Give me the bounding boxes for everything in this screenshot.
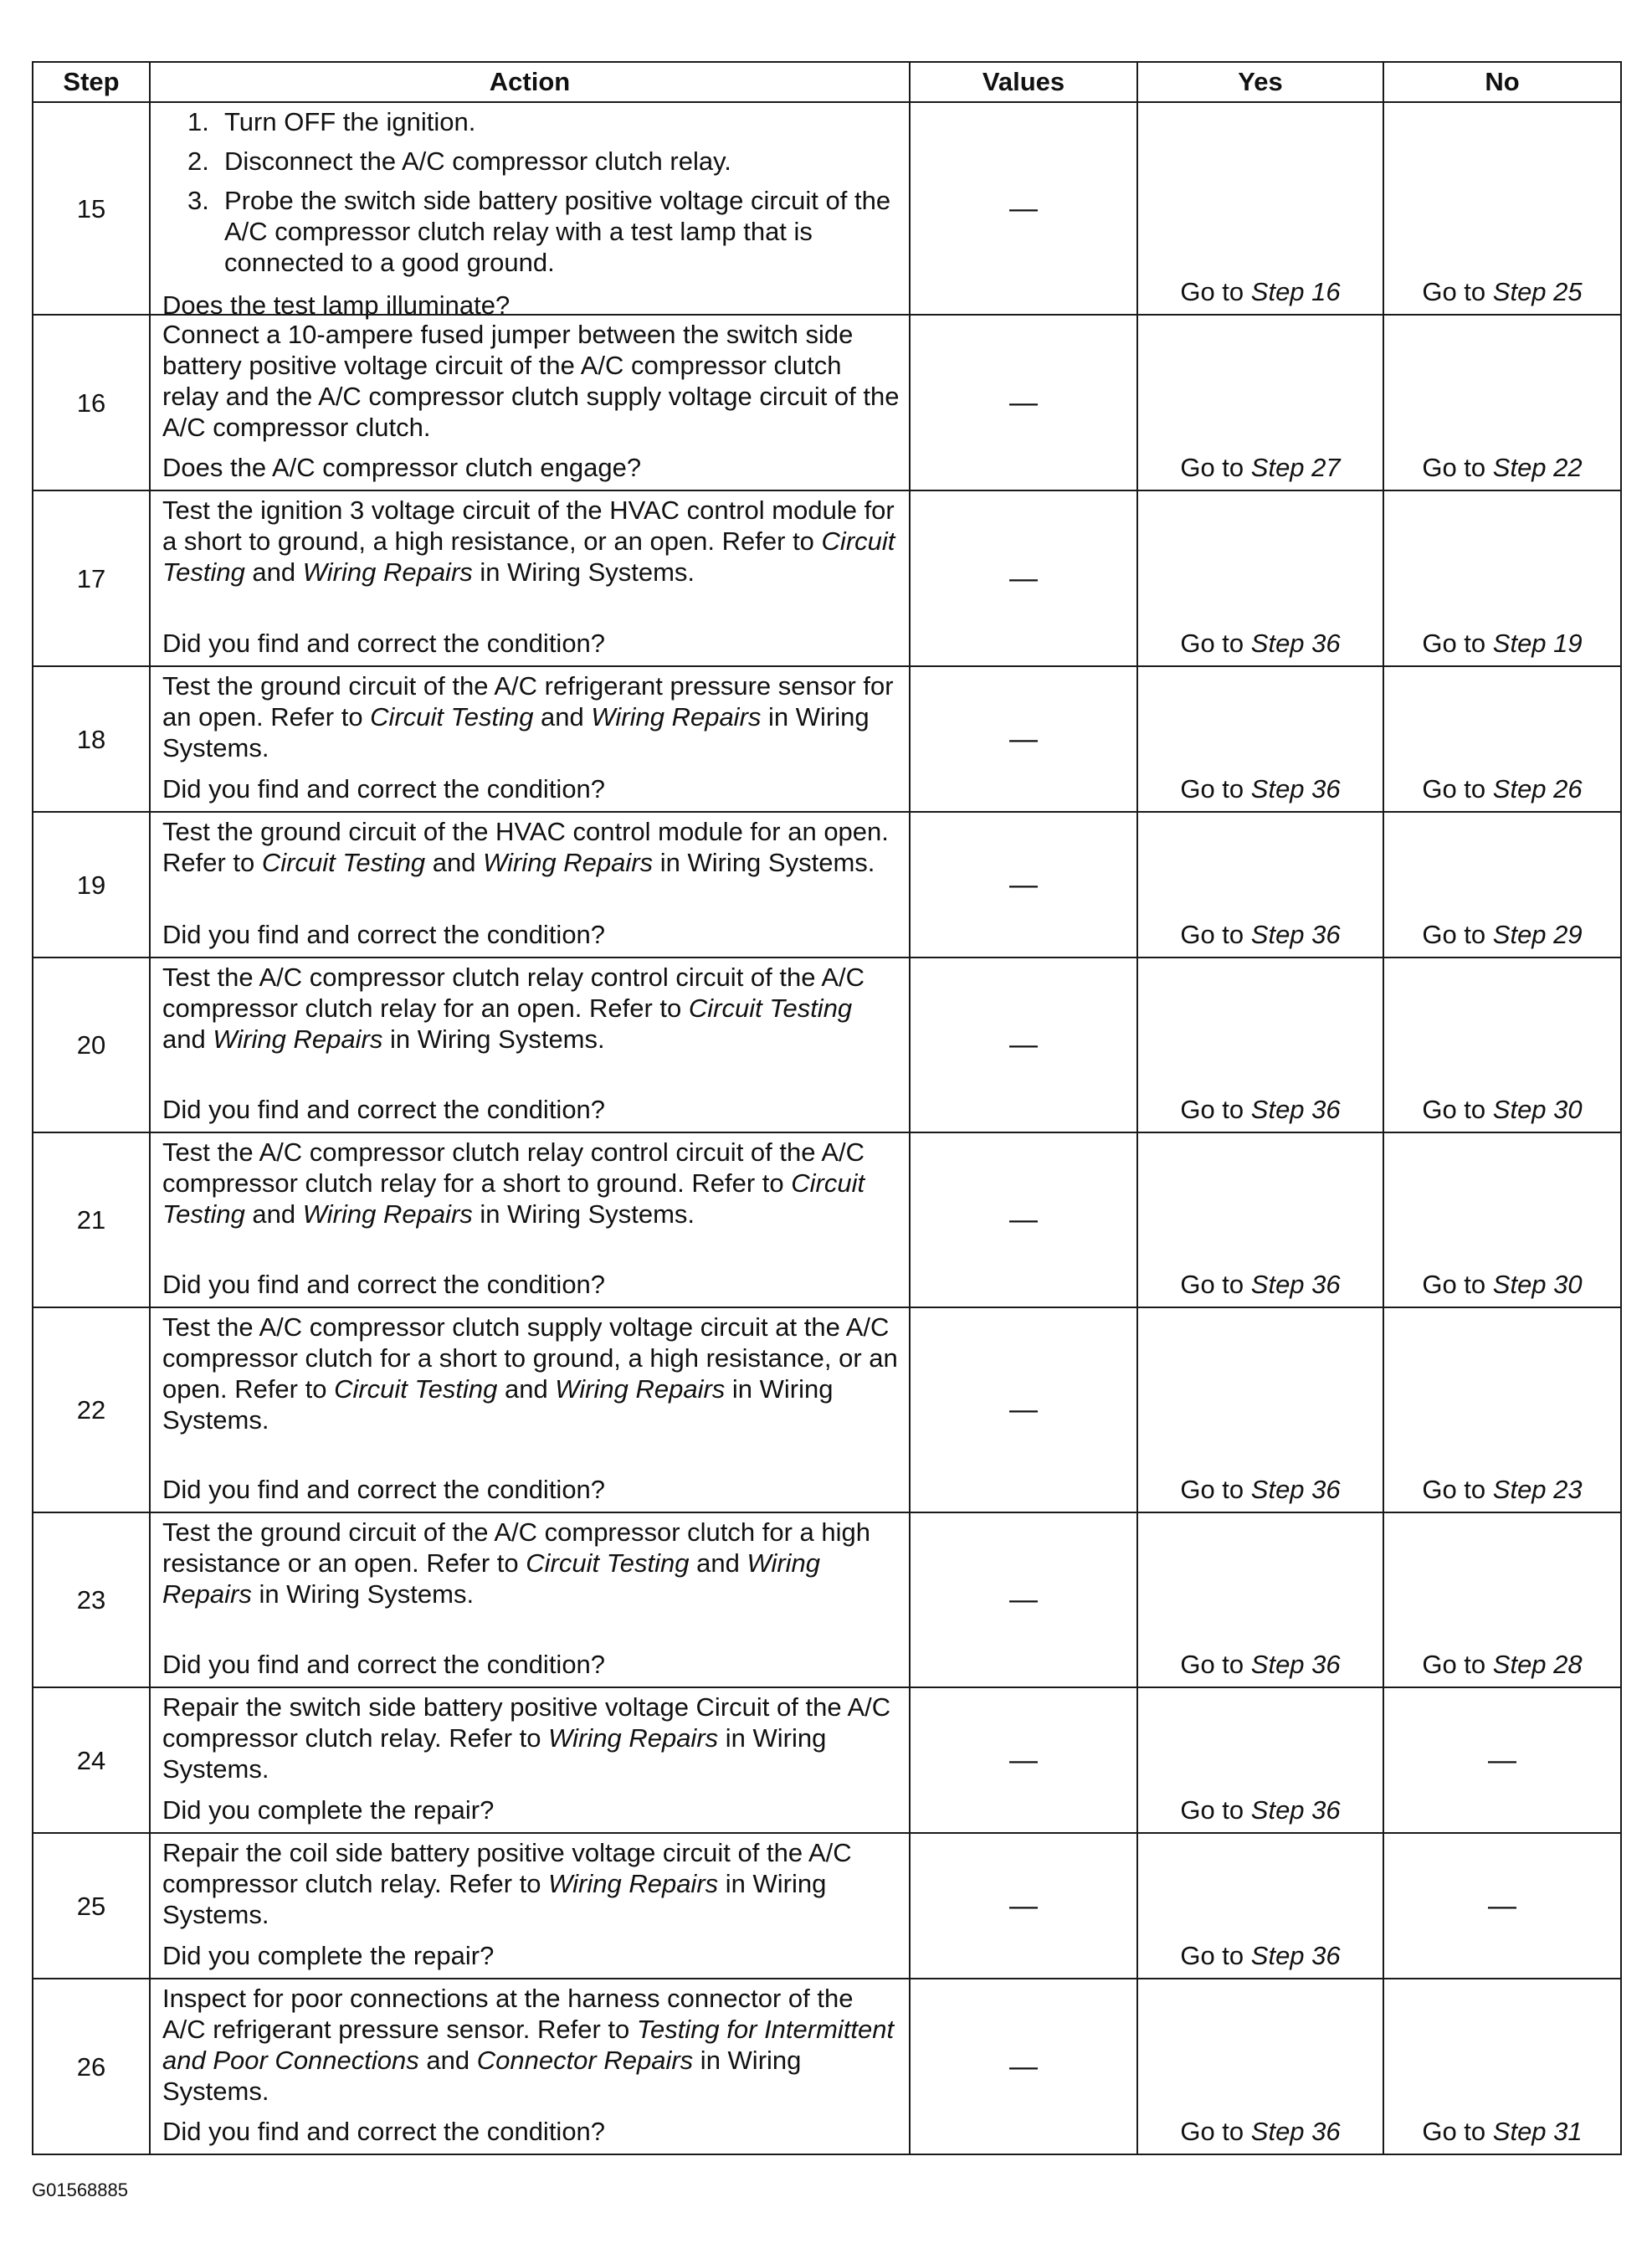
action-question: Did you complete the repair?	[162, 1941, 495, 1970]
no-cell	[1383, 666, 1621, 812]
reference-link-text: Wiring Repairs	[162, 1548, 821, 1609]
values-dash: —	[1009, 1204, 1038, 1235]
action-instructions	[162, 1837, 900, 1930]
values-dash: —	[1009, 192, 1038, 224]
step-number: 26	[33, 1979, 150, 2154]
action-text-segment: and	[244, 557, 303, 587]
values-cell	[910, 666, 1137, 812]
yes-cell	[1137, 1307, 1383, 1512]
list-item-number: 1.	[187, 107, 209, 136]
reference-link-text: Connector Repairs	[476, 2046, 694, 2075]
reference-link-text: Testing for Intermittent and Poor Connections	[162, 2015, 895, 2075]
header-action: Action	[150, 62, 910, 102]
figure-id: G01568885	[32, 2179, 128, 2200]
yes-goto-step: Step 27	[1250, 453, 1341, 482]
yes-goto-step: Step 16	[1250, 277, 1341, 306]
no-goto-step: Step 31	[1492, 2117, 1583, 2146]
yes-cell	[1137, 315, 1383, 490]
action-text-segment: in Wiring Systems.	[472, 557, 695, 587]
yes-goto-prefix: Go to	[1180, 1270, 1244, 1299]
header-step: Step	[33, 62, 150, 102]
no-cell	[1383, 812, 1621, 958]
action-text-segment: and	[689, 1548, 747, 1578]
no-cell	[1383, 1307, 1621, 1512]
reference-link-text: Wiring Repairs	[483, 848, 654, 877]
action-text-segment: Test the ground circuit of the A/C compressor clutch for a high resistance or an open. Refer to	[162, 1517, 871, 1578]
yes-goto-prefix: Go to	[1180, 1941, 1244, 1970]
action-text-segment: in Wiring Systems.	[382, 1024, 605, 1054]
header-yes: Yes	[1137, 62, 1383, 102]
table-row	[33, 666, 1621, 812]
step-number: 16	[33, 315, 150, 490]
action-text-segment: in Wiring Systems.	[251, 1579, 475, 1609]
no-goto-step: Step 19	[1492, 629, 1583, 658]
action-question: Did you find and correct the condition?	[162, 1270, 606, 1299]
no-goto-step: Step 25	[1492, 277, 1583, 306]
action-text	[162, 962, 900, 1055]
reference-link-text: Circuit Testing	[162, 1168, 865, 1229]
reference-link-text: Wiring Repairs	[548, 1723, 719, 1753]
action-text-segment: Test the A/C compressor clutch relay control circuit of the A/C compressor clutch relay for an open. Refer to	[162, 963, 865, 1023]
reference-link-text: Circuit Testing	[526, 1548, 690, 1578]
table-body	[33, 102, 1621, 2154]
action-text-segment: in Wiring Systems.	[472, 1199, 695, 1229]
yes-goto-prefix: Go to	[1180, 2117, 1244, 2146]
yes-cell	[1137, 958, 1383, 1132]
action-text	[162, 1692, 900, 1784]
action-instructions	[162, 1312, 900, 1435]
step-number: 24	[33, 1687, 150, 1833]
no-goto-step: Step 29	[1492, 920, 1583, 949]
action-text-segment: Test the ignition 3 voltage circuit of the HVAC control module for a short to ground, a high resistance, or an open. Refer to	[162, 495, 895, 556]
reference-link-text: Wiring Repairs	[213, 1024, 383, 1054]
action-question: Did you find and correct the condition?	[162, 1095, 606, 1124]
table-row	[33, 1307, 1621, 1512]
action-text-segment: in Wiring Systems.	[162, 2046, 802, 2106]
yes-goto-step: Step 36	[1250, 2117, 1341, 2146]
action-list-item	[162, 146, 900, 177]
action-text-segment: and	[425, 848, 484, 877]
yes-goto-prefix: Go to	[1180, 1475, 1244, 1504]
action-text	[162, 319, 900, 443]
action-text-segment: Test the A/C compressor clutch supply voltage circuit at the A/C compressor clutch for a short to ground, a high resistance, or an open. Refer to	[162, 1312, 898, 1404]
action-instructions	[162, 962, 900, 1055]
header-values: Values	[910, 62, 1137, 102]
action-instructions	[162, 1517, 900, 1610]
table-row	[33, 1687, 1621, 1833]
values-dash: —	[1009, 1889, 1038, 1922]
action-cell	[150, 1833, 910, 1979]
no-cell	[1383, 1132, 1621, 1307]
action-list-item	[162, 185, 900, 278]
yes-cell	[1137, 102, 1383, 315]
table-row	[33, 102, 1621, 315]
action-list-item	[162, 106, 900, 137]
no-goto-prefix: Go to	[1422, 1095, 1486, 1124]
no-goto-prefix: Go to	[1422, 774, 1486, 803]
action-text-segment: Test the ground circuit of the A/C refrigerant pressure sensor for an open. Refer to	[162, 671, 894, 732]
action-cell	[150, 1132, 910, 1307]
action-cell	[150, 102, 910, 320]
reference-link-text: Wiring Repairs	[555, 1374, 726, 1404]
action-cell	[150, 666, 910, 812]
values-cell	[910, 1512, 1137, 1687]
no-goto-prefix: Go to	[1422, 2117, 1486, 2146]
action-question: Did you find and correct the condition?	[162, 1650, 606, 1679]
yes-goto-prefix: Go to	[1180, 453, 1244, 482]
action-question: Did you complete the repair?	[162, 1795, 495, 1825]
yes-goto-step: Step 36	[1250, 774, 1341, 803]
yes-cell	[1137, 1687, 1383, 1833]
no-goto-prefix: Go to	[1422, 1475, 1486, 1504]
no-cell	[1383, 1979, 1621, 2154]
no-goto-step: Step 26	[1492, 774, 1583, 803]
no-cell	[1383, 1687, 1621, 1833]
values-cell	[910, 958, 1137, 1132]
action-instructions	[162, 1137, 900, 1230]
action-cell	[150, 315, 910, 490]
yes-goto-step: Step 36	[1250, 1270, 1341, 1299]
action-question: Does the test lamp illuminate?	[162, 290, 510, 320]
no-cell	[1383, 102, 1621, 315]
yes-cell	[1137, 666, 1383, 812]
step-number: 18	[33, 666, 150, 812]
list-item-number: 2.	[187, 146, 209, 176]
values-cell	[910, 1132, 1137, 1307]
values-cell	[910, 490, 1137, 666]
action-instructions	[162, 816, 900, 878]
reference-link-text: Wiring Repairs	[302, 1199, 473, 1229]
yes-cell	[1137, 1979, 1383, 2154]
yes-goto-step: Step 36	[1250, 1650, 1341, 1679]
values-cell	[910, 315, 1137, 490]
values-cell	[910, 102, 1137, 315]
action-text-segment: in Wiring Systems.	[162, 1869, 827, 1929]
yes-goto-prefix: Go to	[1180, 774, 1244, 803]
step-number: 15	[33, 102, 150, 315]
values-cell	[910, 1979, 1137, 2154]
action-instructions	[162, 1692, 900, 1784]
yes-goto-prefix: Go to	[1180, 1795, 1244, 1825]
action-instructions	[162, 495, 900, 588]
yes-goto-prefix: Go to	[1180, 1095, 1244, 1124]
action-text	[162, 816, 900, 878]
table-row	[33, 315, 1621, 490]
values-dash: —	[1009, 1394, 1038, 1425]
action-text-segment: Connect a 10-ampere fused jumper between the switch side battery positive voltage circuit of the A/C compressor clutch relay and the A/C compressor clutch supply voltage circuit of the A/C compressor clutch.	[162, 320, 900, 442]
step-number: 21	[33, 1132, 150, 1307]
no-cell	[1383, 958, 1621, 1132]
no-goto-prefix: Go to	[1422, 277, 1486, 306]
header-row	[33, 62, 1621, 102]
action-instructions	[162, 319, 900, 443]
action-text-segment: Repair the switch side battery positive voltage Circuit of the A/C compressor clutch relay. Refer to	[162, 1692, 891, 1753]
table-row	[33, 490, 1621, 666]
yes-cell	[1137, 1833, 1383, 1979]
action-cell	[150, 1512, 910, 1687]
yes-goto-prefix: Go to	[1180, 277, 1244, 306]
action-text-segment: and	[418, 2046, 477, 2075]
action-text-segment: in Wiring Systems.	[162, 702, 870, 762]
values-dash: —	[1009, 1743, 1038, 1776]
no-goto-prefix: Go to	[1422, 629, 1486, 658]
table-row	[33, 812, 1621, 958]
no-dash: —	[1488, 1890, 1516, 1922]
list-item-text: Turn OFF the ignition.	[224, 107, 476, 136]
yes-goto-prefix: Go to	[1180, 1650, 1244, 1679]
action-text-segment: and	[497, 1374, 556, 1404]
table-row	[33, 1833, 1621, 1979]
diagnostic-table	[32, 61, 1622, 2155]
yes-goto-prefix: Go to	[1180, 629, 1244, 658]
action-text	[162, 495, 900, 588]
action-question: Did you find and correct the condition?	[162, 920, 606, 949]
action-cell	[150, 1687, 910, 1833]
list-item-number: 3.	[187, 186, 209, 215]
no-cell	[1383, 1512, 1621, 1687]
step-number: 25	[33, 1833, 150, 1979]
no-goto-prefix: Go to	[1422, 920, 1486, 949]
reference-link-text: Wiring Repairs	[591, 702, 762, 732]
no-goto-step: Step 30	[1492, 1270, 1583, 1299]
action-question: Did you find and correct the condition?	[162, 629, 606, 658]
values-dash: —	[1009, 562, 1038, 594]
action-text	[162, 1983, 900, 2107]
no-cell	[1383, 490, 1621, 666]
action-cell	[150, 958, 910, 1132]
yes-cell	[1137, 1132, 1383, 1307]
no-goto-step: Step 22	[1492, 453, 1583, 482]
yes-goto-step: Step 36	[1250, 629, 1341, 658]
action-text-segment: Test the ground circuit of the HVAC control module for an open. Refer to	[162, 817, 889, 877]
no-goto-prefix: Go to	[1422, 1650, 1486, 1679]
values-dash: —	[1009, 1029, 1038, 1060]
yes-goto-step: Step 36	[1250, 1941, 1341, 1970]
no-goto-step: Step 23	[1492, 1475, 1583, 1504]
reference-link-text: Circuit Testing	[370, 702, 534, 732]
list-item-text: Disconnect the A/C compressor clutch relay.	[224, 146, 731, 176]
no-goto-step: Step 28	[1492, 1650, 1583, 1679]
step-number: 20	[33, 958, 150, 1132]
step-number: 22	[33, 1307, 150, 1512]
action-text	[162, 1312, 900, 1435]
action-instructions	[162, 106, 900, 286]
table-row	[33, 1979, 1621, 2154]
table-row	[33, 1512, 1621, 1687]
action-question: Did you find and correct the condition?	[162, 2117, 606, 2146]
action-text-segment: Inspect for poor connections at the harness connector of the A/C refrigerant pressure sensor. Refer to	[162, 1984, 854, 2044]
values-cell	[910, 1833, 1137, 1979]
no-cell	[1383, 315, 1621, 490]
reference-link-text: Wiring Repairs	[302, 557, 473, 587]
yes-goto-step: Step 36	[1250, 1795, 1341, 1825]
action-cell	[150, 1979, 910, 2154]
no-goto-prefix: Go to	[1422, 453, 1486, 482]
action-text-segment: and	[533, 702, 592, 732]
action-text-segment: Test the A/C compressor clutch relay control circuit of the A/C compressor clutch relay for a short to ground. Refer to	[162, 1137, 865, 1198]
table-row	[33, 1132, 1621, 1307]
action-question: Did you find and correct the condition?	[162, 774, 606, 803]
reference-link-text: Circuit Testing	[261, 848, 426, 877]
header-no: No	[1383, 62, 1621, 102]
values-cell	[910, 812, 1137, 958]
action-instructions	[162, 670, 900, 763]
step-number: 17	[33, 490, 150, 666]
no-goto-step: Step 30	[1492, 1095, 1583, 1124]
yes-cell	[1137, 812, 1383, 958]
values-dash: —	[1009, 386, 1038, 418]
step-number: 19	[33, 812, 150, 958]
values-cell	[910, 1307, 1137, 1512]
no-cell	[1383, 1833, 1621, 1979]
yes-goto-prefix: Go to	[1180, 920, 1244, 949]
yes-goto-step: Step 36	[1250, 1475, 1341, 1504]
no-dash: —	[1488, 1744, 1516, 1776]
step-number: 23	[33, 1512, 150, 1687]
reference-link-text: Wiring Repairs	[548, 1869, 719, 1898]
action-cell	[150, 812, 910, 958]
action-instructions	[162, 1983, 900, 2107]
values-dash: —	[1009, 722, 1038, 755]
values-dash: —	[1009, 1584, 1038, 1615]
action-cell	[150, 490, 910, 666]
action-cell	[150, 1307, 910, 1512]
action-text	[162, 1837, 900, 1930]
reference-link-text: Circuit Testing	[162, 526, 895, 587]
table-row	[33, 958, 1621, 1132]
action-question: Does the A/C compressor clutch engage?	[162, 453, 642, 482]
yes-cell	[1137, 1512, 1383, 1687]
no-goto-prefix: Go to	[1422, 1270, 1486, 1299]
action-text-segment: Repair the coil side battery positive voltage circuit of the A/C compressor clutch relay. Refer to	[162, 1838, 852, 1898]
values-dash: —	[1009, 2050, 1038, 2082]
yes-goto-step: Step 36	[1250, 1095, 1341, 1124]
yes-goto-step: Step 36	[1250, 920, 1341, 949]
action-text-segment: and	[244, 1199, 303, 1229]
reference-link-text: Circuit Testing	[334, 1374, 498, 1404]
action-text	[162, 1137, 900, 1230]
action-text-segment: in Wiring Systems.	[162, 1723, 827, 1784]
reference-link-text: Circuit Testing	[688, 993, 853, 1023]
list-item-text: Probe the switch side battery positive voltage circuit of the A/C compressor clutch relay with a test lamp that is connected to a good ground.	[224, 186, 891, 277]
action-text-segment: in Wiring Systems.	[162, 1374, 834, 1435]
action-text-segment: in Wiring Systems.	[653, 848, 875, 877]
values-dash: —	[1009, 868, 1038, 901]
action-text-segment: and	[162, 1024, 213, 1054]
action-text	[162, 1517, 900, 1610]
action-question: Did you find and correct the condition?	[162, 1475, 606, 1504]
yes-cell	[1137, 490, 1383, 666]
action-text	[162, 670, 900, 763]
values-cell	[910, 1687, 1137, 1833]
